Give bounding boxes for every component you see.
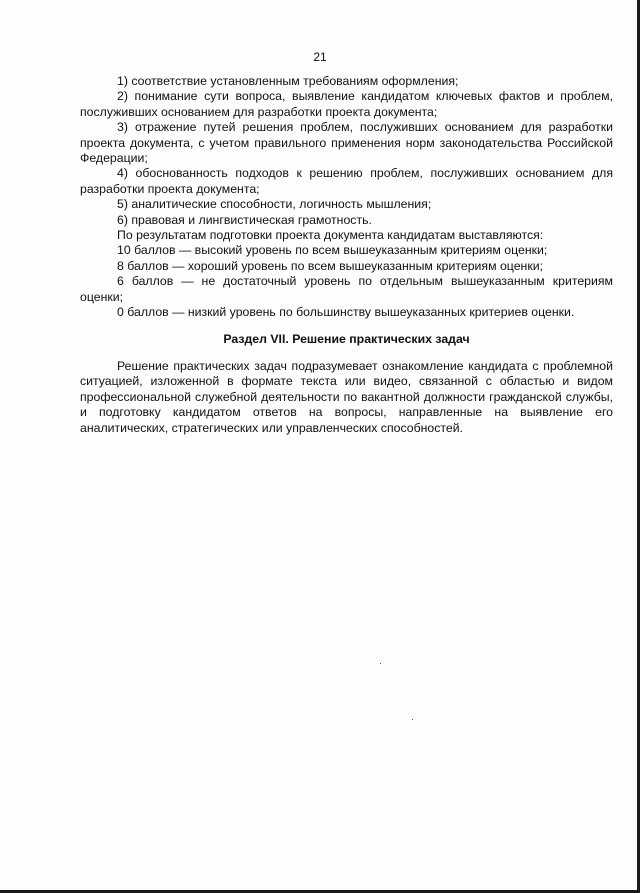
section-heading: Раздел VII. Решение практических задач: [223, 331, 470, 346]
list-item: По результатам подготовки проекта документа кандидатам выставляются:: [117, 228, 544, 243]
list-item: 6 баллов — не достаточный уровень по отдельным вышеуказанным критериям оценки;: [80, 274, 613, 304]
list-item: 5) аналитические способности, логичность мышления;: [117, 197, 432, 212]
list-item: 3) отражение путей решения проблем, послуживших основанием для разработки проекта документа, с учетом правильного применения норм законодательства Российской Федерации;: [80, 120, 613, 166]
scan-speck: [380, 663, 381, 664]
list-item: 8 баллов — хороший уровень по всем вышеуказанным критериям оценки;: [117, 258, 543, 273]
list-item: 4) обоснованность подходов к решению проблем, послуживших основанием для разработки проекта документа;: [80, 166, 613, 196]
list-item: 0 баллов — низкий уровень по большинству вышеуказанных критериев оценки.: [117, 305, 575, 320]
section-body: Решение практических задач подразумевает ознакомление кандидата с проблемной ситуацией, изложенной в формате текста или видео, связанной с областью и видом профессиональной служебной деятельности по вакантной должности гражданской службы, и подготовку кандидатом ответов на вопросы, направленные на выявление его аналитических, стратегических или управленческих способностей.: [80, 358, 613, 435]
list-item: 10 баллов — высокий уровень по всем вышеуказанным критериям оценки;: [117, 243, 548, 258]
list-item: 1) соответствие установленным требованиям оформления;: [117, 74, 459, 88]
page-content: [80, 74, 613, 436]
page-number: 21: [313, 50, 327, 64]
list-item: 6) правовая и лингвистическая грамотность.: [117, 212, 372, 227]
scan-speck: [412, 719, 413, 720]
list-item: 2) понимание сути вопроса, выявление кандидатом ключевых фактов и проблем, послуживших основанием для разработки проекта документа;: [80, 89, 613, 119]
